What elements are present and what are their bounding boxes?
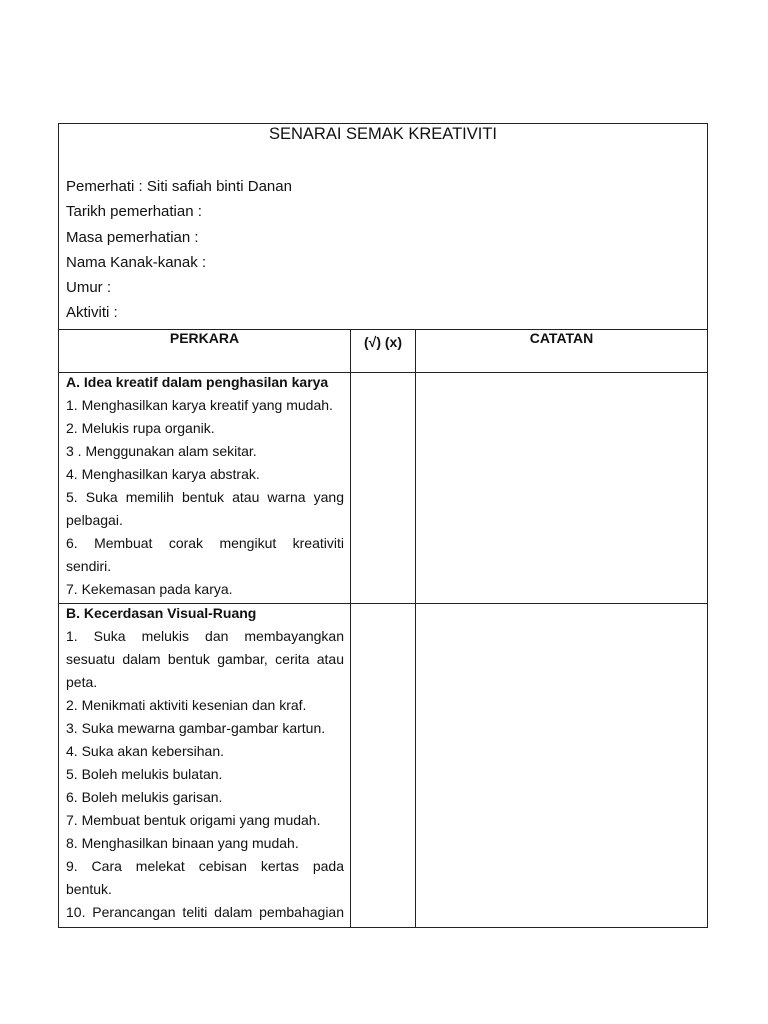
date-field: Tarikh pemerhatian : [66, 203, 202, 221]
list-item: 4. Menghasilkan karya abstrak. [66, 466, 260, 482]
age-field: Umur : [66, 279, 111, 297]
child-name-field: Nama Kanak-kanak : [66, 253, 207, 271]
list-item: 7. Membuat bentuk origami yang mudah. [66, 812, 321, 828]
list-item: 2. Melukis rupa organik. [66, 420, 215, 436]
header-check: (√) (x) [363, 334, 402, 350]
list-item: peta. [66, 674, 98, 690]
list-item: 5. Suka memilih bentuk atau warna yang [66, 489, 344, 505]
list-item: 2. Menikmati aktiviti kesenian dan kraf. [66, 697, 307, 713]
list-item: sendiri. [66, 558, 112, 574]
list-item: 6. Boleh melukis garisan. [66, 789, 223, 805]
list-item: 10. Perancangan teliti dalam pembahagian [66, 904, 344, 920]
list-item: 1. Suka melukis dan membayangkan [66, 628, 344, 644]
section-heading: A. Idea kreatif dalam penghasilan karya [66, 374, 329, 390]
checklist-document [58, 123, 708, 928]
list-item: sesuatu dalam bentuk gambar, cerita atau [66, 651, 344, 667]
list-item: 4. Suka akan kebersihan. [66, 743, 224, 759]
document-title: SENARAI SEMAK KREATIVITI [269, 125, 497, 143]
activity-field: Aktiviti : [66, 304, 118, 322]
list-item: 3 . Menggunakan alam sekitar. [66, 443, 257, 459]
time-field: Masa pemerhatian : [66, 228, 199, 246]
list-item: 9. Cara melekat cebisan kertas pada [66, 858, 344, 874]
list-item: 1. Menghasilkan karya kreatif yang mudah. [66, 397, 333, 413]
list-item: 6. Membuat corak mengikut kreativiti [66, 535, 344, 551]
section-a [66, 373, 344, 601]
column-divider-1 [350, 329, 351, 928]
header-item: PERKARA [169, 330, 240, 346]
list-item: bentuk. [66, 881, 112, 897]
section-heading: B. Kecerdasan Visual-Ruang [66, 605, 257, 621]
list-item: pelbagai. [66, 512, 123, 528]
column-divider-2 [415, 329, 416, 928]
header-notes: CATATAN [529, 330, 594, 346]
observation-info [66, 177, 292, 329]
list-item: 7. Kekemasan pada karya. [66, 581, 233, 597]
list-item: 5. Boleh melukis bulatan. [66, 766, 223, 782]
observer-field: Pemerhati : Siti safiah binti Danan [66, 178, 292, 195]
list-item: 3. Suka mewarna gambar-gambar kartun. [66, 720, 326, 736]
section-b [66, 604, 344, 924]
list-item: 8. Menghasilkan binaan yang mudah. [66, 835, 299, 851]
